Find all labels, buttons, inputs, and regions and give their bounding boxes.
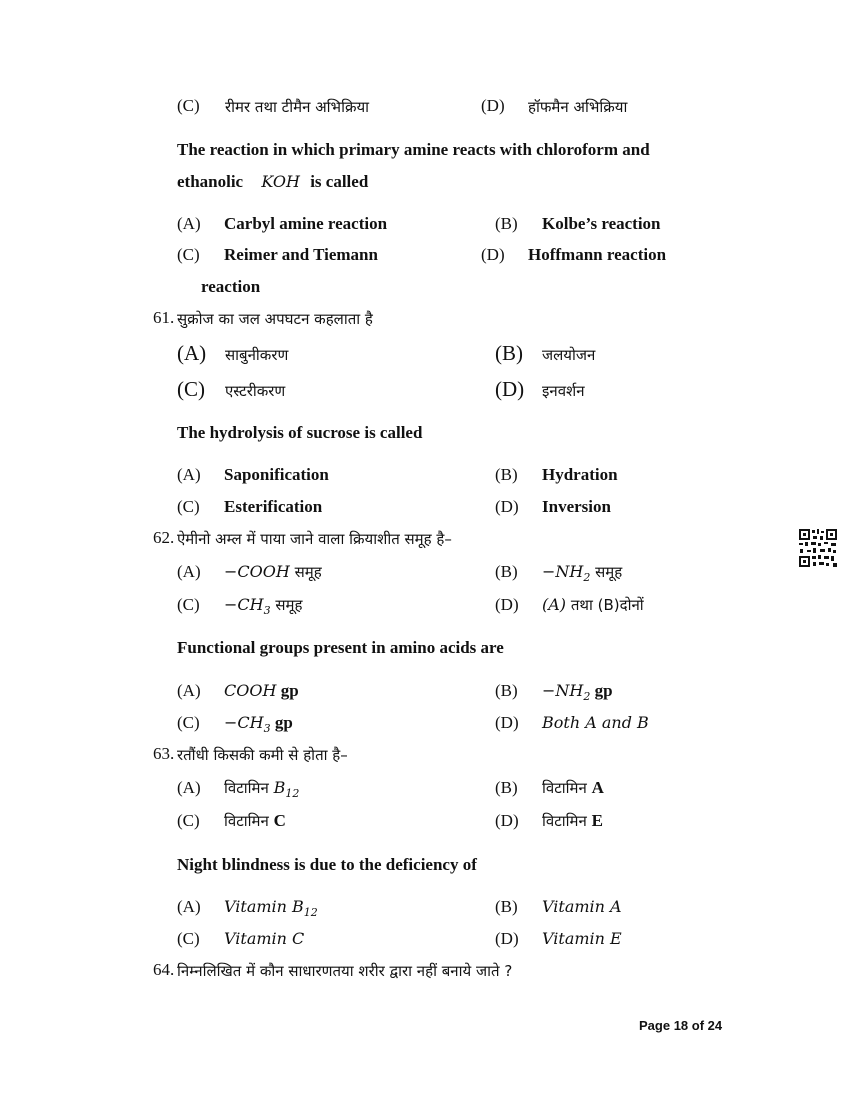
question-text: The reaction in which primary amine reacts with chloroform and <box>177 140 650 159</box>
option-text-continued: reaction <box>201 277 261 296</box>
question-text: निम्नलिखित में कौन साधारणतया शरीर द्वारा नहीं बनाये जाते ? <box>177 962 513 980</box>
option-text: Saponification <box>224 465 329 484</box>
option-text: Vitamin A <box>542 897 622 916</box>
question-text: रतौंधी किसकी कमी से होता है– <box>177 746 348 764</box>
option-text: Hoffmann reaction <box>528 245 667 264</box>
option-text: Inversion <box>542 497 611 516</box>
option-text: −COOH समूह <box>224 562 322 581</box>
option-text: COOH gp <box>224 681 299 700</box>
option-label: (A) <box>177 465 201 484</box>
option-label: (A) <box>177 341 207 365</box>
option-label: (B) <box>495 897 518 916</box>
option-text: Carbyl amine reaction <box>224 214 388 233</box>
question-number: 61. <box>153 308 175 327</box>
option-label: (C) <box>177 497 200 516</box>
option-label: (D) <box>495 595 519 614</box>
option-text: Vitamin E <box>542 929 622 948</box>
option-label: (A) <box>177 214 201 233</box>
option-label: (C) <box>177 245 200 264</box>
option-label: (D) <box>481 96 505 115</box>
question-text: ऐमीनो अम्ल में पाया जाने वाला क्रियाशीत समूह है– <box>177 530 452 548</box>
question-text: Night blindness is due to the deficiency of <box>177 855 477 874</box>
option-label: (D) <box>495 713 519 732</box>
option-label: (B) <box>495 214 518 233</box>
option-text: हॉफमैन अभिक्रिया <box>528 98 628 116</box>
option-text: विटामिन A <box>542 778 604 797</box>
option-label: (A) <box>177 897 201 916</box>
option-label: (C) <box>177 96 200 115</box>
question-number: 63. <box>153 744 175 763</box>
option-text: Both A and B <box>542 713 649 732</box>
option-label: (C) <box>177 713 200 732</box>
option-label: (D) <box>495 929 519 948</box>
option-text: $-NH_2$ gp <box>542 681 613 704</box>
question-number: 62. <box>153 528 175 547</box>
option-text: रीमर तथा टीमैन अभिक्रिया <box>225 98 370 116</box>
question-text: Functional groups present in amino acids are <box>177 638 504 657</box>
option-text: $-CH_3$ gp <box>224 713 293 736</box>
option-label: (B) <box>495 681 518 700</box>
option-label: (C) <box>177 595 200 614</box>
option-text: साबुनीकरण <box>225 346 289 364</box>
option-label: (A) <box>177 681 201 700</box>
option-text: Reimer and Tiemann <box>224 245 378 264</box>
question-text: सुक्रोज का जल अपघटन कहलाता है <box>177 310 373 328</box>
question-text: ethanolic KOH is called <box>177 172 369 191</box>
option-text: $-CH_3$ समूह <box>224 595 303 618</box>
option-text: Vitamin C <box>224 929 305 948</box>
option-label: (D) <box>481 245 505 264</box>
option-text: Esterification <box>224 497 323 516</box>
option-text: $-NH_2$ समूह <box>542 562 623 585</box>
qr-code-icon <box>798 528 838 568</box>
option-text: विटामिन $B_{12}$ <box>224 778 300 801</box>
option-label: (B) <box>495 341 523 365</box>
option-text: Vitamin $B_{12}$ <box>224 897 318 920</box>
option-label: (C) <box>177 377 205 401</box>
option-text: इनवर्शन <box>542 382 585 400</box>
option-text: Hydration <box>542 465 618 484</box>
option-label: (A) <box>177 562 201 581</box>
option-label: (B) <box>495 465 518 484</box>
option-text: विटामिन C <box>224 811 286 830</box>
option-label: (B) <box>495 562 518 581</box>
option-label: (C) <box>177 811 200 830</box>
option-label: (A) <box>177 778 201 797</box>
question-text: The hydrolysis of sucrose is called <box>177 423 423 442</box>
question-number: 64. <box>153 960 175 979</box>
option-text: एस्टरीकरण <box>225 382 286 400</box>
option-text: विटामिन E <box>542 811 603 830</box>
option-label: (D) <box>495 811 519 830</box>
option-label: (C) <box>177 929 200 948</box>
option-text: जलयोजन <box>542 346 596 364</box>
option-text: (A) तथा (B)दोनों <box>542 595 644 614</box>
option-text: Kolbe’s reaction <box>542 214 661 233</box>
option-label: (D) <box>495 497 519 516</box>
page-number: Page 18 of 24 <box>639 1018 723 1033</box>
option-label: (D) <box>495 377 525 401</box>
option-label: (B) <box>495 778 518 797</box>
